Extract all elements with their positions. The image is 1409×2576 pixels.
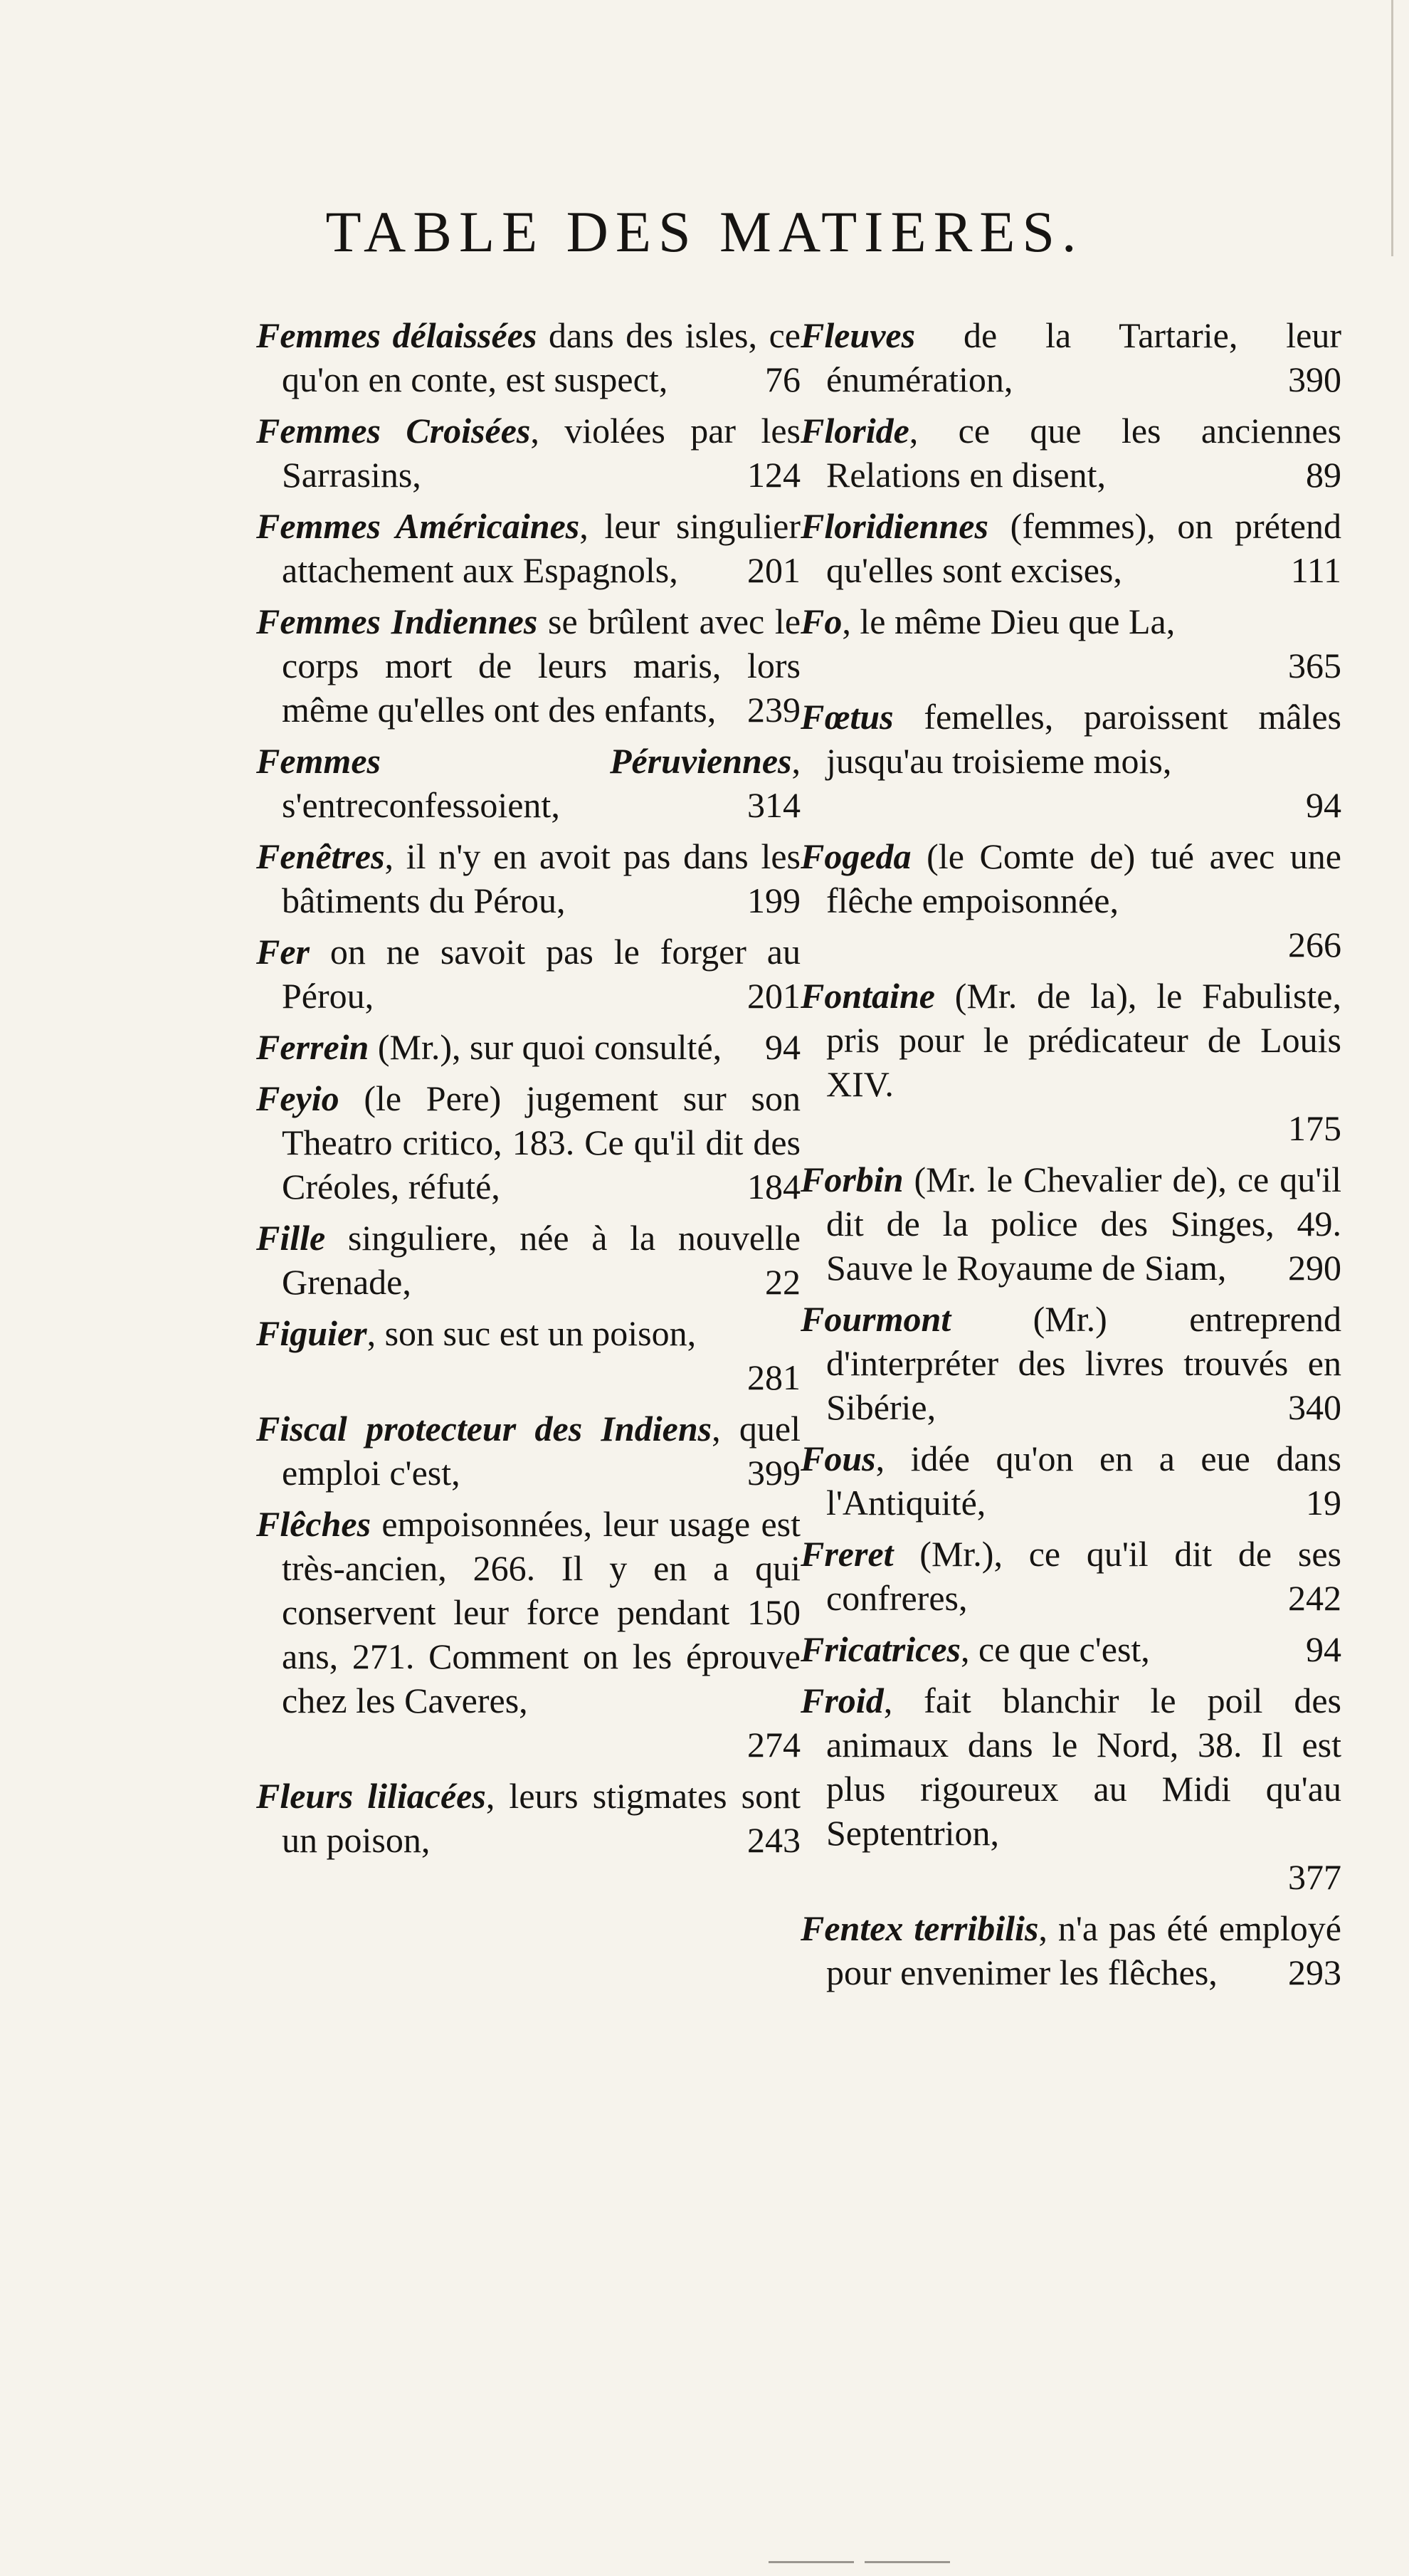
index-entry [801,1157,1341,1290]
index-entry [801,1297,1341,1429]
index-entry [256,599,801,732]
entry-text [256,1502,801,1723]
index-entry [801,834,1341,967]
index-entry [801,1627,1341,1671]
entry-description: on ne savoit pas le forger au Pérou, [282,932,801,1016]
index-entry [256,409,801,497]
entry-page-number: 94 [765,1027,801,1067]
entry-term: Fœtus [801,697,894,737]
index-entry [256,313,801,401]
index-entry [256,1774,801,1862]
index-entry [256,1076,801,1209]
entry-page-number: 242 [1288,1578,1341,1618]
index-entry [801,1436,1341,1525]
entry-page-number: 19 [1306,1483,1341,1523]
entry-term: Fenêtres [256,836,385,876]
entry-description: , leur singulier attachement aux Espagnols, [282,506,801,590]
entry-description: , idée qu'on en a eue dans l'Antiquité, [826,1439,1341,1523]
entry-term: Flêches [256,1504,371,1544]
entry-page-number: 111 [1290,550,1341,590]
entry-term: Fleurs liliacées [256,1776,486,1816]
entry-term: Fourmont [801,1299,951,1339]
entry-page-number: 365 [1288,646,1341,685]
entry-description: , son suc est un poison, [366,1313,697,1353]
entry-description: de la Tartarie, leur énumération, [826,315,1341,399]
entry-page-number: 201 [747,976,801,1016]
entry-term: Fille [256,1218,326,1258]
entry-description: , leurs stigmates sont un poison, [282,1776,801,1860]
entry-page-number: 266 [1288,925,1341,964]
entry-page-number: 175 [1288,1108,1341,1148]
entry-term: Fer [256,932,310,972]
entry-description: , s'entreconfessoient, [282,741,801,825]
bottom-rule [865,2561,950,2563]
entry-term: Fricatrices [801,1629,961,1669]
index-entry [256,1025,801,1069]
entry-page-number: 281 [747,1357,801,1397]
entry-description: , le même Dieu que La, [842,601,1176,641]
index-entry [801,504,1341,592]
index-entry [256,930,801,1018]
entry-text [801,834,1341,922]
entry-description: , ce que les anciennes Relations en disent, [826,411,1341,495]
entry-term: Feyio [256,1078,339,1118]
right-column [801,313,1341,2002]
entry-description: (Mr.), sur quoi consulté, [369,1027,722,1067]
left-column [256,313,801,1869]
index-entry [801,1532,1341,1620]
entry-term: Floride [801,411,909,451]
index-entry [801,1678,1341,1899]
entry-term: Figuier [256,1313,367,1353]
entry-description: , fait blanchir le poil des animaux dans le Nord, 38. Il est plus rigoureux au Midi qu'au Septentrion, [826,1681,1341,1853]
entry-description: empoisonnées, leur usage est très-ancien, 266. Il y en a qui conservent leur force pendant 150 ans, 271. Comment on les éprouve chez les Caveres, [282,1504,801,1720]
entry-description: (le Comte de) tué avec une flêche empoisonnée, [826,836,1341,920]
entry-description: se brûlent avec le corps mort de leurs maris, lors même qu'elles ont des enfants, [282,601,801,730]
entry-description: , quel emploi c'est, [282,1409,801,1493]
entry-page-number: 290 [1288,1248,1341,1288]
index-entry [256,739,801,827]
entry-page-number: 184 [747,1167,801,1206]
entry-page-number: 239 [747,690,801,730]
index-entry [256,1311,801,1399]
entry-page-number: 124 [747,455,801,495]
entry-page-number: 390 [1288,359,1341,399]
entry-term: Fleuves [801,315,916,355]
index-entry [256,834,801,922]
index-entry [801,599,1341,688]
entry-term: Femmes délaissées [256,315,537,355]
entry-page-number: 314 [747,785,801,825]
entry-description: , n'a pas été employé pour envenimer les flêches, [826,1908,1341,1992]
entry-term: Femmes Indiennes [256,601,538,641]
entry-term: Floridiennes [801,506,988,546]
entry-description: , il n'y en avoit pas dans les bâtiments du Pérou, [282,836,801,920]
entry-page-number: 94 [1306,1629,1341,1669]
entry-description: (Mr.), ce qu'il dit de ses confreres, [826,1534,1341,1618]
entry-description: (femmes), on prétend qu'elles sont excises, [826,506,1341,590]
entry-page-number: 94 [1306,785,1341,825]
bottom-rule [769,2561,854,2563]
entry-term: Forbin [801,1160,904,1199]
entry-description: (le Pere) jugement sur son Theatro critico, 183. Ce qu'il dit des Créoles, réfuté, [282,1078,801,1206]
entry-term: Ferrein [256,1027,369,1067]
entry-page-number: 274 [747,1725,801,1765]
entry-page-number: 293 [1288,1952,1341,1992]
entry-description: femelles, paroissent mâles jusqu'au troisieme mois, [826,697,1341,781]
entry-term: Femmes Américaines [256,506,580,546]
entry-description: singuliere, née à la nouvelle Grenade, [282,1218,801,1302]
entry-term: Freret [801,1534,894,1574]
entry-term: Fiscal protecteur des Indiens [256,1409,712,1449]
entry-term: Fogeda [801,836,912,876]
entry-description: (Mr.) entreprend d'interpréter des livres trouvés en Sibérie, [826,1299,1341,1427]
entry-page-number: 89 [1306,455,1341,495]
entry-page-number: 243 [747,1820,801,1860]
page-title: TABLE DES MATIERES. [325,199,1084,264]
entry-text [801,599,1341,643]
entry-description: , ce que c'est, [960,1629,1150,1669]
entry-page-number: 340 [1288,1387,1341,1427]
entry-page-number: 377 [1288,1857,1341,1897]
entry-text [801,695,1341,783]
index-entry [801,313,1341,401]
entry-description: (Mr. de la), le Fabuliste, pris pour le prédicateur de Louis XIV. [826,976,1341,1104]
entry-term: Femmes Péruviennes [256,741,792,781]
entry-page-number: 199 [747,880,801,920]
entry-description: dans des isles, ce qu'on en conte, est suspect, [282,315,801,399]
index-entry [256,1216,801,1304]
entry-text [256,1311,801,1355]
entry-page-number: 201 [747,550,801,590]
entry-text [256,1025,801,1069]
entry-text [801,974,1341,1106]
index-entry [801,409,1341,497]
entry-page-number: 399 [747,1453,801,1493]
entry-term: Fous [801,1439,876,1478]
entry-description: (Mr. le Chevalier de), ce qu'il dit de la police des Singes, 49. Sauve le Royaume de Siam, [826,1160,1341,1288]
index-entry [801,695,1341,827]
entry-term: Fentex terribilis [801,1908,1039,1948]
index-entry [256,504,801,592]
entry-text [801,1678,1341,1855]
index-entry [256,1502,801,1767]
entry-page-number: 76 [765,359,801,399]
index-entry [801,1906,1341,1994]
entry-term: Femmes Croisées [256,411,531,451]
entry-description: , violées par les Sarrasins, [282,411,801,495]
entry-term: Froid [801,1681,884,1720]
index-entry [801,974,1341,1150]
entry-term: Fontaine [801,976,935,1016]
entry-page-number: 22 [765,1262,801,1302]
index-entry [256,1407,801,1495]
entry-term: Fo [801,601,843,641]
